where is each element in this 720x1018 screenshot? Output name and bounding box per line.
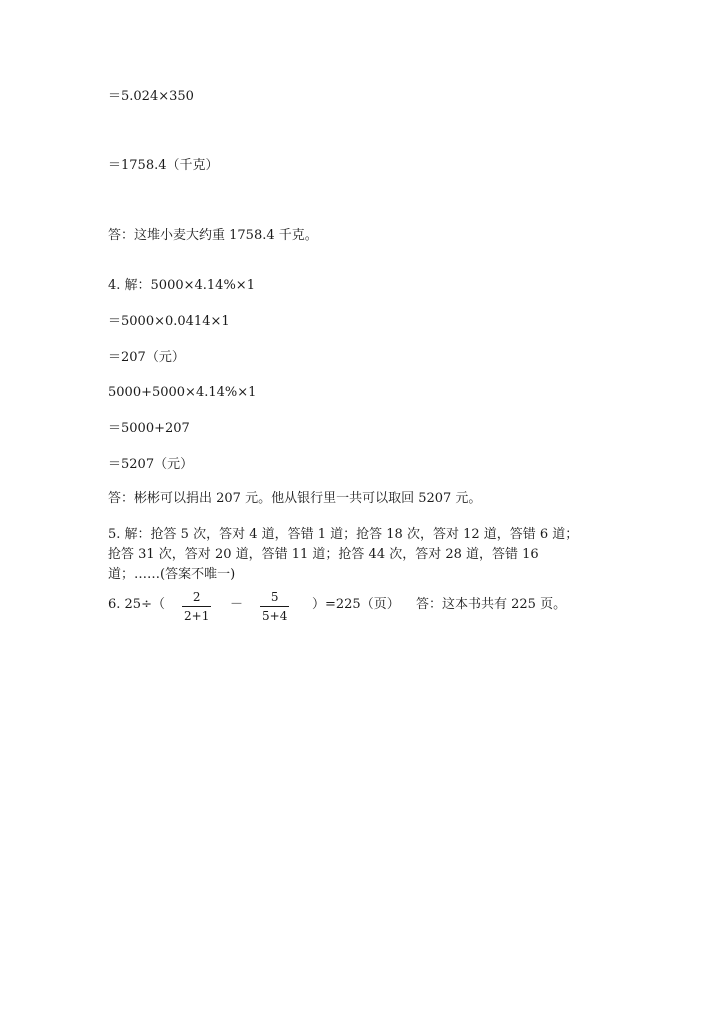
fraction-1-bar bbox=[182, 606, 211, 607]
fraction-2 bbox=[260, 590, 289, 623]
answer-line: 答：彬彬可以捐出 207 元。他从银行里一共可以取回 5207 元。 bbox=[108, 491, 482, 506]
calc-line: ＝5000+207 bbox=[108, 421, 190, 436]
fraction-1-denominator: 2+1 bbox=[184, 609, 210, 623]
fraction-2-bar bbox=[260, 606, 289, 607]
fraction-2-denominator: 5+4 bbox=[262, 609, 288, 623]
problem-6-prefix: 6. 25÷（ bbox=[108, 597, 165, 612]
calc-line: ＝5207（元） bbox=[108, 457, 194, 472]
answer-line: 答：这堆小麦大约重 1758.4 千克。 bbox=[108, 228, 318, 243]
calc-line: ＝5000×0.0414×1 bbox=[108, 314, 230, 329]
calc-line: ＝207（元） bbox=[108, 350, 185, 365]
fraction-1 bbox=[182, 590, 211, 623]
problem-6-suffix: ）=225（页） bbox=[312, 597, 400, 612]
problem-6-answer: 答：这本书共有 225 页。 bbox=[416, 597, 567, 612]
problem-5-line: 抢答 31 次，答对 20 道，答错 11 道；抢答 44 次，答对 28 道，答错 16 bbox=[108, 547, 539, 562]
calc-line: ＝1758.4（千克） bbox=[108, 158, 219, 173]
calc-line: 5000+5000×4.14%×1 bbox=[108, 385, 257, 400]
problem-5-line: 道；……(答案不唯一) bbox=[108, 567, 236, 582]
minus-sign: － bbox=[230, 597, 244, 612]
problem-4-heading: 4. 解：5000×4.14%×1 bbox=[108, 278, 255, 293]
fraction-1-numerator: 2 bbox=[192, 590, 201, 604]
problem-5-line: 5. 解：抢答 5 次，答对 4 道，答错 1 道；抢答 18 次，答对 12 道，答错 6 道； bbox=[108, 527, 579, 542]
fraction-2-numerator: 5 bbox=[270, 590, 279, 604]
calc-line: ＝5.024×350 bbox=[108, 89, 194, 104]
